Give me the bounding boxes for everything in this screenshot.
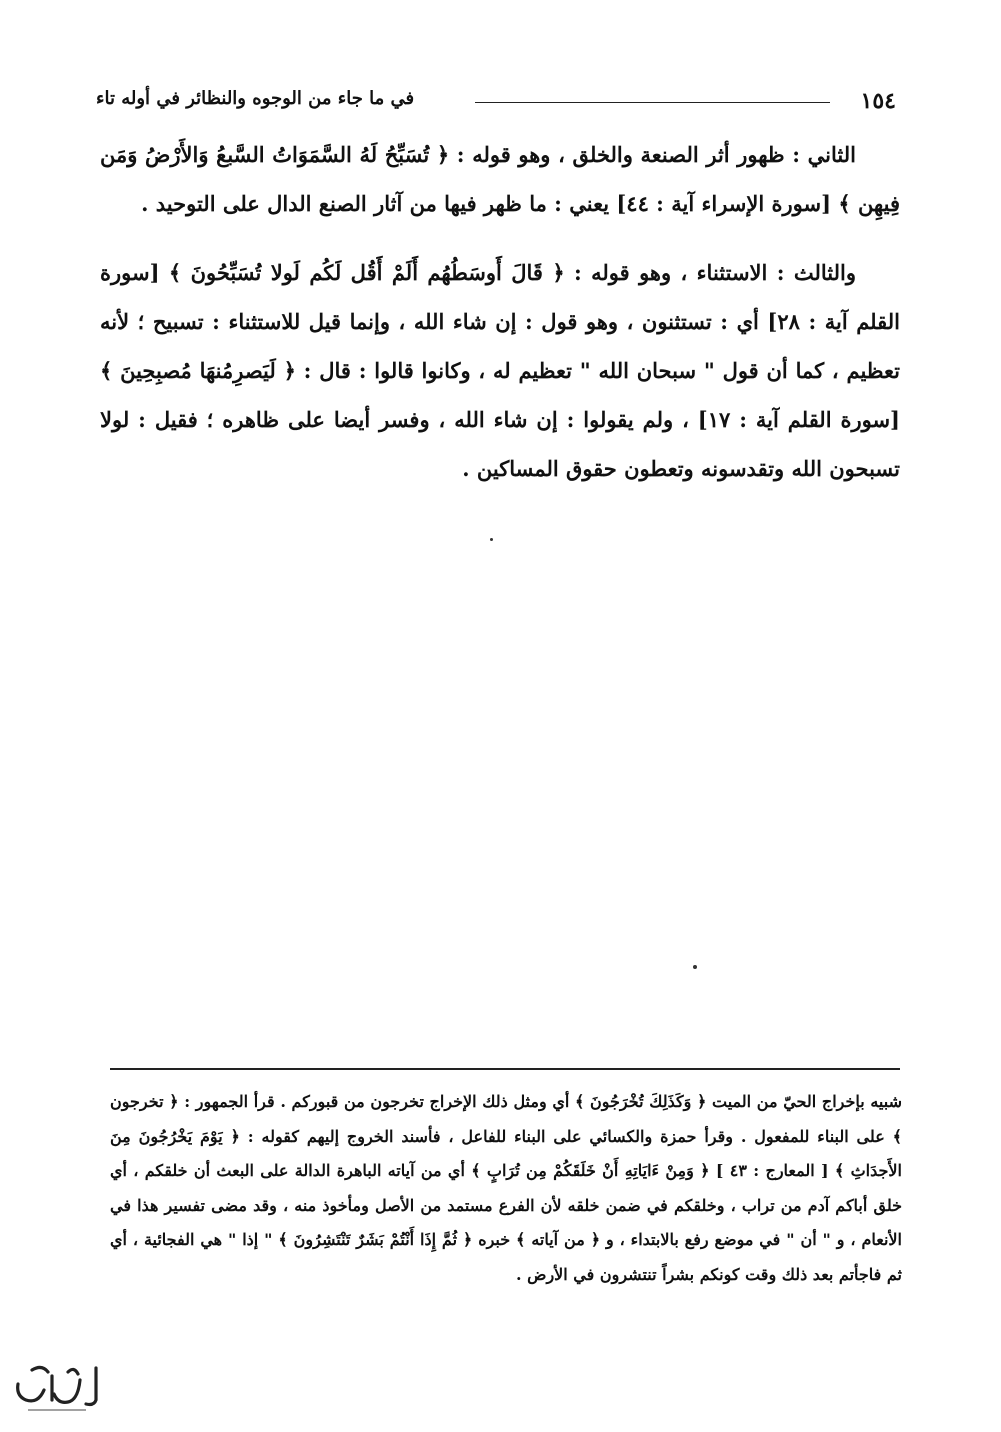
header-rule [475,102,830,103]
publisher-logo [8,1360,103,1418]
page-number: ١٥٤ [860,88,896,114]
running-title: في ما جاء من الوجوه والنظائر في أوله تاء [96,88,415,109]
footnote-separator [110,1068,900,1070]
paragraph-second-meaning: الثاني : ظهور أثر الصنعة والخلق ، وهو قوله : ﴿ تُسَبِّحُ لَهُ السَّمَوَاتُ السَّبعُ وَالأَرْضُ وَمَن فِيهِن ﴾ [سورة الإسراء آية : ٤٤] يعني : ما ظهر فيها من آثار الصنع الدال على التوحيد . [100,142,900,216]
main-text [100,130,900,513]
paragraph-third-meaning: والثالث : الاستثناء ، وهو قوله : ﴿ قَالَ أَوسَطُهُم أَلَمْ أَقُل لَكُم لَولا تُسَبِّحُونَ ﴾ [سورة القلم آية : ٢٨] أي : تستثنون ، وهو قول : إن شاء الله ، وإنما قيل للاستثناء : تسبيح ؛ لأنه تعظيم ، كما أن قول " سبحان الله " تعظيم له ، وكانوا قالوا : قال : ﴿ لَيَصرِمُنهَا مُصبِحِينَ ﴾ [سورة القلم آية : ١٧] ، ولم يقولوا : إن شاء الله ، وفسر أيضا على ظاهره ؛ فقيل : لولا تسبحون الله وتقدسونه وتعطون حقوق المساكين . [100,260,900,481]
ink-speck [490,538,493,541]
running-header [96,86,902,120]
ink-speck [693,965,697,969]
footnote-text: شبيه بإخراج الحيّ من الميت ﴿ وَكَذَلِكَ تُخْرَجُونَ ﴾ أي ومثل ذلك الإخراج تخرجون من قبوركم . قرأ الجمهور : ﴿ تخرجون ﴾ على البناء للمفعول . وقرأ حمزة والكسائي على البناء للفاعل ، فأسند الخروج إليهم كقوله : ﴿ يَوْمَ يَخْرُجُونَ مِنَ الأَجدَاثِ ﴾ [ المعارج : ٤٣ ] ﴿ وَمِنْ ءَايَاتِهِ أَنْ خَلَقَكُمْ مِن تُرَابٍ ﴾ أي من آياته الباهرة الدالة على البعث أن خلقكم ، أي خلق أباكم آدم من تراب ، وخلقكم في ضمن خلقه لأن الفرع مستمد من الأصل ومأخوذ منه ، وقد مضى تفسير هذا في الأنعام ، و " أن " في موضع رفع بالابتداء ، و ﴿ من آياته ﴾ خبره ﴿ ثُمَّ إِذَا أَنْتُمْ بَشَرٌ تَنْتَشِرُونَ ﴾ " إذا " هي الفجائية ، أي ثم فاجأتم بعد ذلك وقت كونكم بشراً تنتشرون في الأرض . [110,1092,903,1284]
